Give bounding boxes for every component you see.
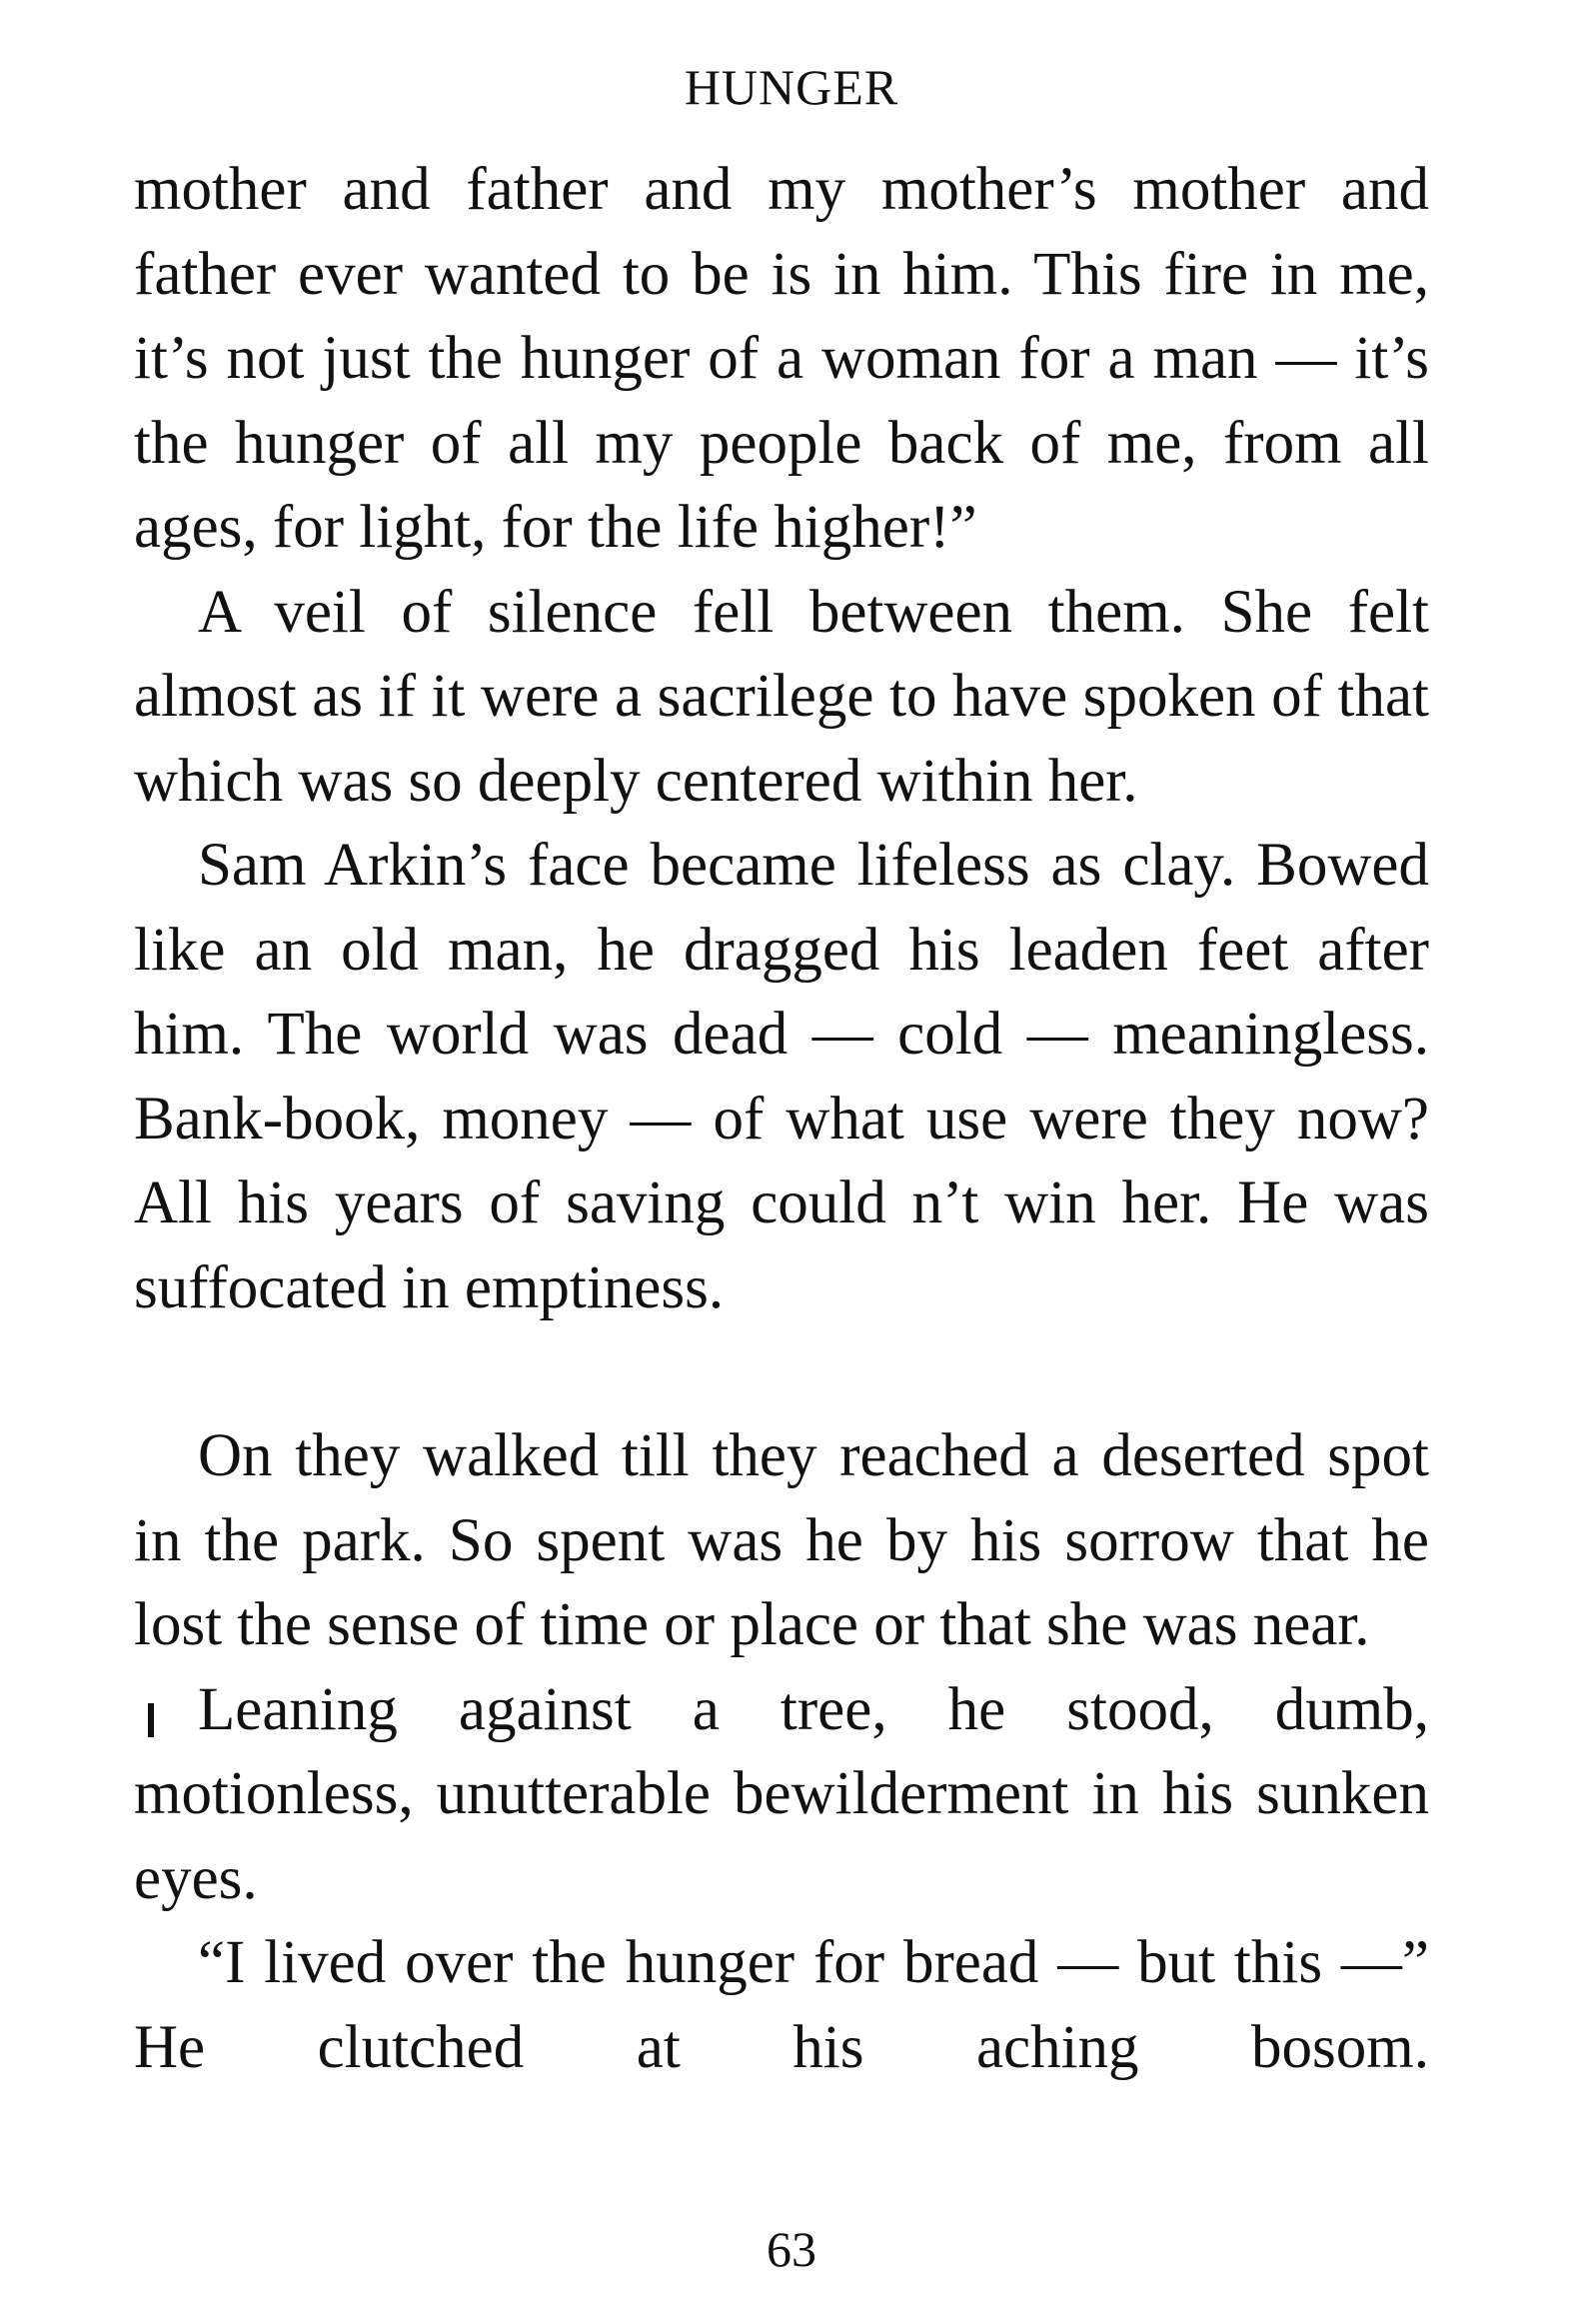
paragraph: A veil of silence fell between them. She felt almost as if it were a sacrilege to have spoken of that which was so deeply centered within her. bbox=[134, 578, 1429, 815]
margin-mark-icon bbox=[148, 1703, 154, 1737]
paragraph-with-margin-mark bbox=[134, 1668, 1429, 1922]
paragraph: On they walked till they reached a deserted spot in the park. So spent was he by his sorrow that he lost the sense of time or place or that she was near. bbox=[134, 1422, 1429, 1658]
page-number: 63 bbox=[767, 2221, 816, 2277]
paragraph: “I lived over the hunger for bread — but this —” He clutched at his aching bosom. bbox=[134, 1929, 1429, 2081]
running-head: HUNGER bbox=[684, 59, 899, 115]
section-break bbox=[134, 1330, 1429, 1414]
paragraph-continued: mother and father and my mother’s mother and father ever wanted to be is in him. This fire in me, it’s not just the hunger of a woman for a man — it’s the hunger of all my people back of me, from all ages, for light, for the life higher!” bbox=[134, 156, 1429, 561]
paragraph-text: Leaning against a tree, he stood, dumb, motionless, unutterable bewilderment in his sunken eyes. bbox=[134, 1675, 1429, 1912]
body-text bbox=[134, 148, 1429, 2090]
paragraph: Sam Arkin’s face became lifeless as clay. Bowed like an old man, he dragged his leaden feet after him. The world was dead — cold — meaningless. Bank-book, money — of what use were they now? All his years of saving could n’t win her. He was suffocated in emptiness. bbox=[134, 832, 1429, 1321]
